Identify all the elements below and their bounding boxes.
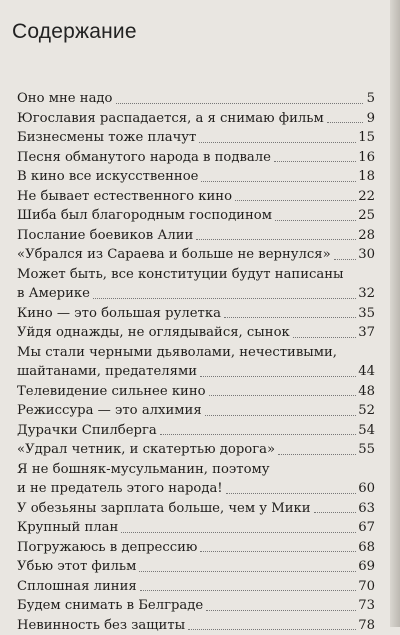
toc-entry[interactable]	[17, 148, 375, 168]
toc-entry[interactable]	[17, 128, 375, 148]
toc-entry-page-number: 5	[365, 89, 375, 109]
toc-entry-page-number: 18	[358, 167, 375, 187]
page-edge	[390, 0, 400, 627]
toc-entry[interactable]	[17, 421, 375, 441]
toc-entry[interactable]	[17, 596, 375, 616]
toc-entry-page-number: 15	[358, 128, 375, 148]
toc-entry-page-number: 55	[358, 440, 375, 460]
dot-leader	[139, 571, 356, 572]
toc-entry-title: «Удрал четник, и скатертью дорога»	[17, 440, 275, 460]
toc-entry-title-line1: Мы стали черными дьяволами, нечестивыми,	[17, 343, 375, 363]
toc-entry-page-number: 48	[358, 382, 375, 402]
dot-leader	[334, 259, 357, 260]
toc-entry-title: У обезьяны зарплата больше, чем у Мики	[17, 499, 311, 519]
page-title: Содержание	[12, 20, 137, 44]
toc-entry[interactable]	[17, 206, 375, 226]
dot-leader	[200, 551, 356, 552]
dot-leader	[314, 512, 357, 513]
dot-leader	[200, 376, 356, 377]
toc-entry[interactable]	[17, 343, 375, 382]
toc-entry[interactable]	[17, 440, 375, 460]
toc-entry[interactable]	[17, 304, 375, 324]
toc-entry-title: Убью этот фильм	[17, 557, 136, 577]
dot-leader	[160, 434, 356, 435]
toc-entry-title: Бизнесмены тоже плачут	[17, 128, 196, 148]
toc-entry[interactable]	[17, 577, 375, 597]
toc-entry-page-number: 63	[358, 499, 375, 519]
toc-entry[interactable]	[17, 265, 375, 304]
toc-entry[interactable]	[17, 167, 375, 187]
toc-entry[interactable]	[17, 382, 375, 402]
dot-leader	[205, 415, 357, 416]
toc-entry-page-number: 69	[358, 557, 375, 577]
toc-entry-title: Песня обманутого народа в подвале	[17, 148, 271, 168]
toc-entry-title: в Америке	[17, 284, 90, 304]
dot-leader	[224, 317, 356, 318]
table-of-contents	[17, 89, 375, 635]
toc-entry[interactable]	[17, 538, 375, 558]
dot-leader	[209, 395, 357, 396]
toc-entry[interactable]	[17, 401, 375, 421]
toc-entry-page-number: 52	[358, 401, 375, 421]
toc-entry[interactable]	[17, 518, 375, 538]
toc-entry-title: Телевидение сильнее кино	[17, 382, 206, 402]
toc-entry-page-number: 70	[358, 577, 375, 597]
dot-leader	[278, 454, 356, 455]
toc-entry[interactable]	[17, 557, 375, 577]
toc-entry-title: Режиссура — это алхимия	[17, 401, 202, 421]
toc-entry-title: Послание боевиков Алии	[17, 226, 193, 246]
dot-leader	[226, 493, 357, 494]
dot-leader	[293, 337, 356, 338]
toc-entry-page-number: 32	[358, 284, 375, 304]
dot-leader	[327, 122, 363, 123]
dot-leader	[116, 103, 364, 104]
toc-entry-page-number: 54	[358, 421, 375, 441]
dot-leader	[93, 298, 356, 299]
toc-entry[interactable]	[17, 187, 375, 207]
toc-entry-title: Оно мне надо	[17, 89, 113, 109]
toc-entry-page-number: 60	[358, 479, 375, 499]
toc-entry-title: Будем снимать в Белграде	[17, 596, 203, 616]
dot-leader	[274, 161, 356, 162]
toc-entry-page-number: 44	[358, 362, 375, 382]
toc-entry-page-number: 30	[358, 245, 375, 265]
toc-entry-title: Уйдя однажды, не оглядывайся, сынок	[17, 323, 290, 343]
toc-entry-title: «Убрался из Сараева и больше не вернулся»	[17, 245, 331, 265]
dot-leader	[275, 220, 356, 221]
toc-entry[interactable]	[17, 616, 375, 635]
toc-entry-page-number: 35	[358, 304, 375, 324]
toc-entry-page-number: 16	[358, 148, 375, 168]
toc-entry-title: Кино — это большая рулетка	[17, 304, 221, 324]
toc-entry-title: Невинность без защиты	[17, 616, 185, 635]
toc-entry-title: Сплошная линия	[17, 577, 137, 597]
toc-entry-title: Югославия распадается, а я снимаю фильм	[17, 109, 324, 129]
toc-entry-title: Шиба был благородным господином	[17, 206, 272, 226]
toc-entry-title-line1: Может быть, все конституции будут написаны	[17, 265, 375, 285]
dot-leader	[121, 532, 356, 533]
toc-entry-title: шайтанами, предателями	[17, 362, 197, 382]
dot-leader	[188, 629, 356, 630]
dot-leader	[199, 142, 356, 143]
toc-entry[interactable]	[17, 226, 375, 246]
toc-entry-page-number: 78	[358, 616, 375, 635]
toc-entry-title: Не бывает естественного кино	[17, 187, 232, 207]
toc-entry-page-number: 67	[358, 518, 375, 538]
toc-entry-page-number: 73	[358, 596, 375, 616]
dot-leader	[201, 181, 356, 182]
toc-entry[interactable]	[17, 109, 375, 129]
toc-entry-page-number: 22	[358, 187, 375, 207]
toc-entry[interactable]	[17, 460, 375, 499]
toc-entry-page-number: 9	[365, 109, 375, 129]
toc-entry[interactable]	[17, 323, 375, 343]
toc-entry-title-line1: Я не бошняк-мусульманин, поэтому	[17, 460, 375, 480]
toc-entry-title: В кино все искусственное	[17, 167, 198, 187]
dot-leader	[140, 590, 357, 591]
dot-leader	[235, 200, 356, 201]
toc-entry-page-number: 68	[358, 538, 375, 558]
dot-leader	[196, 239, 356, 240]
toc-entry-title: и не предатель этого народа!	[17, 479, 223, 499]
toc-entry-title: Дурачки Спилберга	[17, 421, 157, 441]
toc-entry-page-number: 28	[358, 226, 375, 246]
toc-entry-page-number: 37	[358, 323, 375, 343]
toc-entry[interactable]	[17, 245, 375, 265]
toc-entry[interactable]	[17, 499, 375, 519]
toc-entry[interactable]	[17, 89, 375, 109]
toc-entry-title: Погружаюсь в депрессию	[17, 538, 197, 558]
toc-entry-page-number: 25	[358, 206, 375, 226]
dot-leader	[206, 610, 356, 611]
toc-entry-title: Крупный план	[17, 518, 118, 538]
